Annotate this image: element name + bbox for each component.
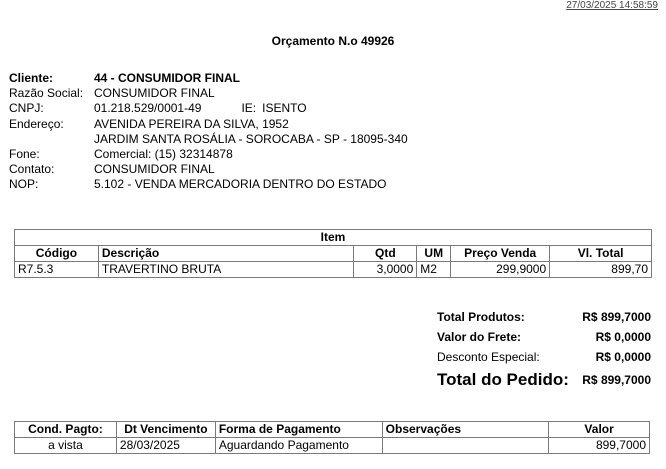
total-produtos-label: Total Produtos: xyxy=(437,310,525,324)
endereco-line2-value: JARDIM SANTA ROSÁLIA - SOROCABA - SP - 18095-340 xyxy=(94,131,408,146)
client-label: Cliente: xyxy=(9,71,54,85)
page-title: Orçamento N.o 49926 xyxy=(271,34,395,48)
print-timestamp: 27/03/2025 14:58:59 xyxy=(566,0,658,11)
cell-cond-pagto: a vista xyxy=(15,438,117,454)
cell-forma-pagamento: Aguardando Pagamento xyxy=(215,438,382,454)
payments-header-row xyxy=(15,422,650,438)
total-pedido-label: Total do Pedido: xyxy=(437,370,569,389)
cnpj-value: 01.218.529/0001-49 xyxy=(94,101,202,116)
col-dt-vencimento: Dt Vencimento xyxy=(116,422,215,438)
cell-descricao: TRAVERTINO BRUTA xyxy=(98,262,354,278)
endereco-label: Endereço: xyxy=(9,116,64,131)
desconto-value: R$ 0,0000 xyxy=(595,350,651,364)
items-group-header: Item xyxy=(15,230,652,246)
nop-row xyxy=(9,177,408,192)
col-qtd: Qtd xyxy=(354,246,417,262)
ie-label: IE: xyxy=(241,101,257,116)
endereco-row xyxy=(9,117,408,132)
payments-table xyxy=(14,421,650,454)
total-produtos-row xyxy=(437,307,651,327)
client-value: 44 - CONSUMIDOR FINAL xyxy=(94,71,241,85)
table-row xyxy=(15,262,652,278)
nop-value: 5.102 - VENDA MERCADORIA DENTRO DO ESTADO xyxy=(94,177,387,192)
contato-label: Contato: xyxy=(9,162,55,177)
cnpj-label: CNPJ: xyxy=(9,101,44,116)
items-group-header-row xyxy=(15,230,652,246)
col-vl-total: Vl. Total xyxy=(550,246,652,262)
client-row xyxy=(9,71,408,86)
total-pedido-row xyxy=(437,367,651,393)
valor-frete-row xyxy=(437,327,651,347)
fone-label: Fone: xyxy=(9,146,40,161)
contato-row xyxy=(9,162,408,177)
total-pedido-value: R$ 899,7000 xyxy=(582,373,651,387)
razao-social-value: CONSUMIDOR FINAL xyxy=(94,86,215,101)
total-produtos-value: R$ 899,7000 xyxy=(582,310,651,324)
cell-preco-venda: 299,9000 xyxy=(451,262,550,278)
client-info xyxy=(9,71,408,193)
cell-codigo: R7.5.3 xyxy=(15,262,99,278)
endereco-line2-row xyxy=(9,132,408,147)
cell-um: M2 xyxy=(417,262,451,278)
col-um: UM xyxy=(417,246,451,262)
endereco-line2-label xyxy=(9,132,94,147)
table-row xyxy=(15,438,650,454)
items-header-row xyxy=(15,246,652,262)
col-observacoes: Observações xyxy=(382,422,549,438)
totals-block xyxy=(437,307,651,393)
fone-row xyxy=(9,147,408,162)
desconto-label: Desconto Especial: xyxy=(437,350,540,364)
cell-valor: 899,7000 xyxy=(549,438,650,454)
cnpj-row xyxy=(9,101,408,116)
desconto-row xyxy=(437,347,651,367)
col-preco-venda: Preço Venda xyxy=(451,246,550,262)
razao-social-label: Razão Social: xyxy=(9,86,84,101)
endereco-value: AVENIDA PEREIRA DA SILVA, 1952 xyxy=(94,116,289,131)
col-descricao: Descrição xyxy=(98,246,354,262)
col-cond-pagto: Cond. Pagto: xyxy=(15,422,117,438)
col-valor: Valor xyxy=(549,422,650,438)
col-forma-pagamento: Forma de Pagamento xyxy=(215,422,382,438)
cell-dt-vencimento: 28/03/2025 xyxy=(116,438,215,454)
cell-vl-total: 899,70 xyxy=(550,262,652,278)
col-codigo: Código xyxy=(15,246,99,262)
valor-frete-label: Valor do Frete: xyxy=(437,330,522,344)
items-table xyxy=(14,229,652,278)
cell-observacoes xyxy=(382,438,549,454)
nop-label: NOP: xyxy=(9,177,39,192)
razao-social-row xyxy=(9,86,408,101)
ie-value: ISENTO xyxy=(262,101,307,116)
contato-value: CONSUMIDOR FINAL xyxy=(94,162,215,177)
cell-qtd: 3,0000 xyxy=(354,262,417,278)
valor-frete-value: R$ 0,0000 xyxy=(595,330,651,344)
fone-value: Comercial: (15) 32314878 xyxy=(94,146,233,161)
